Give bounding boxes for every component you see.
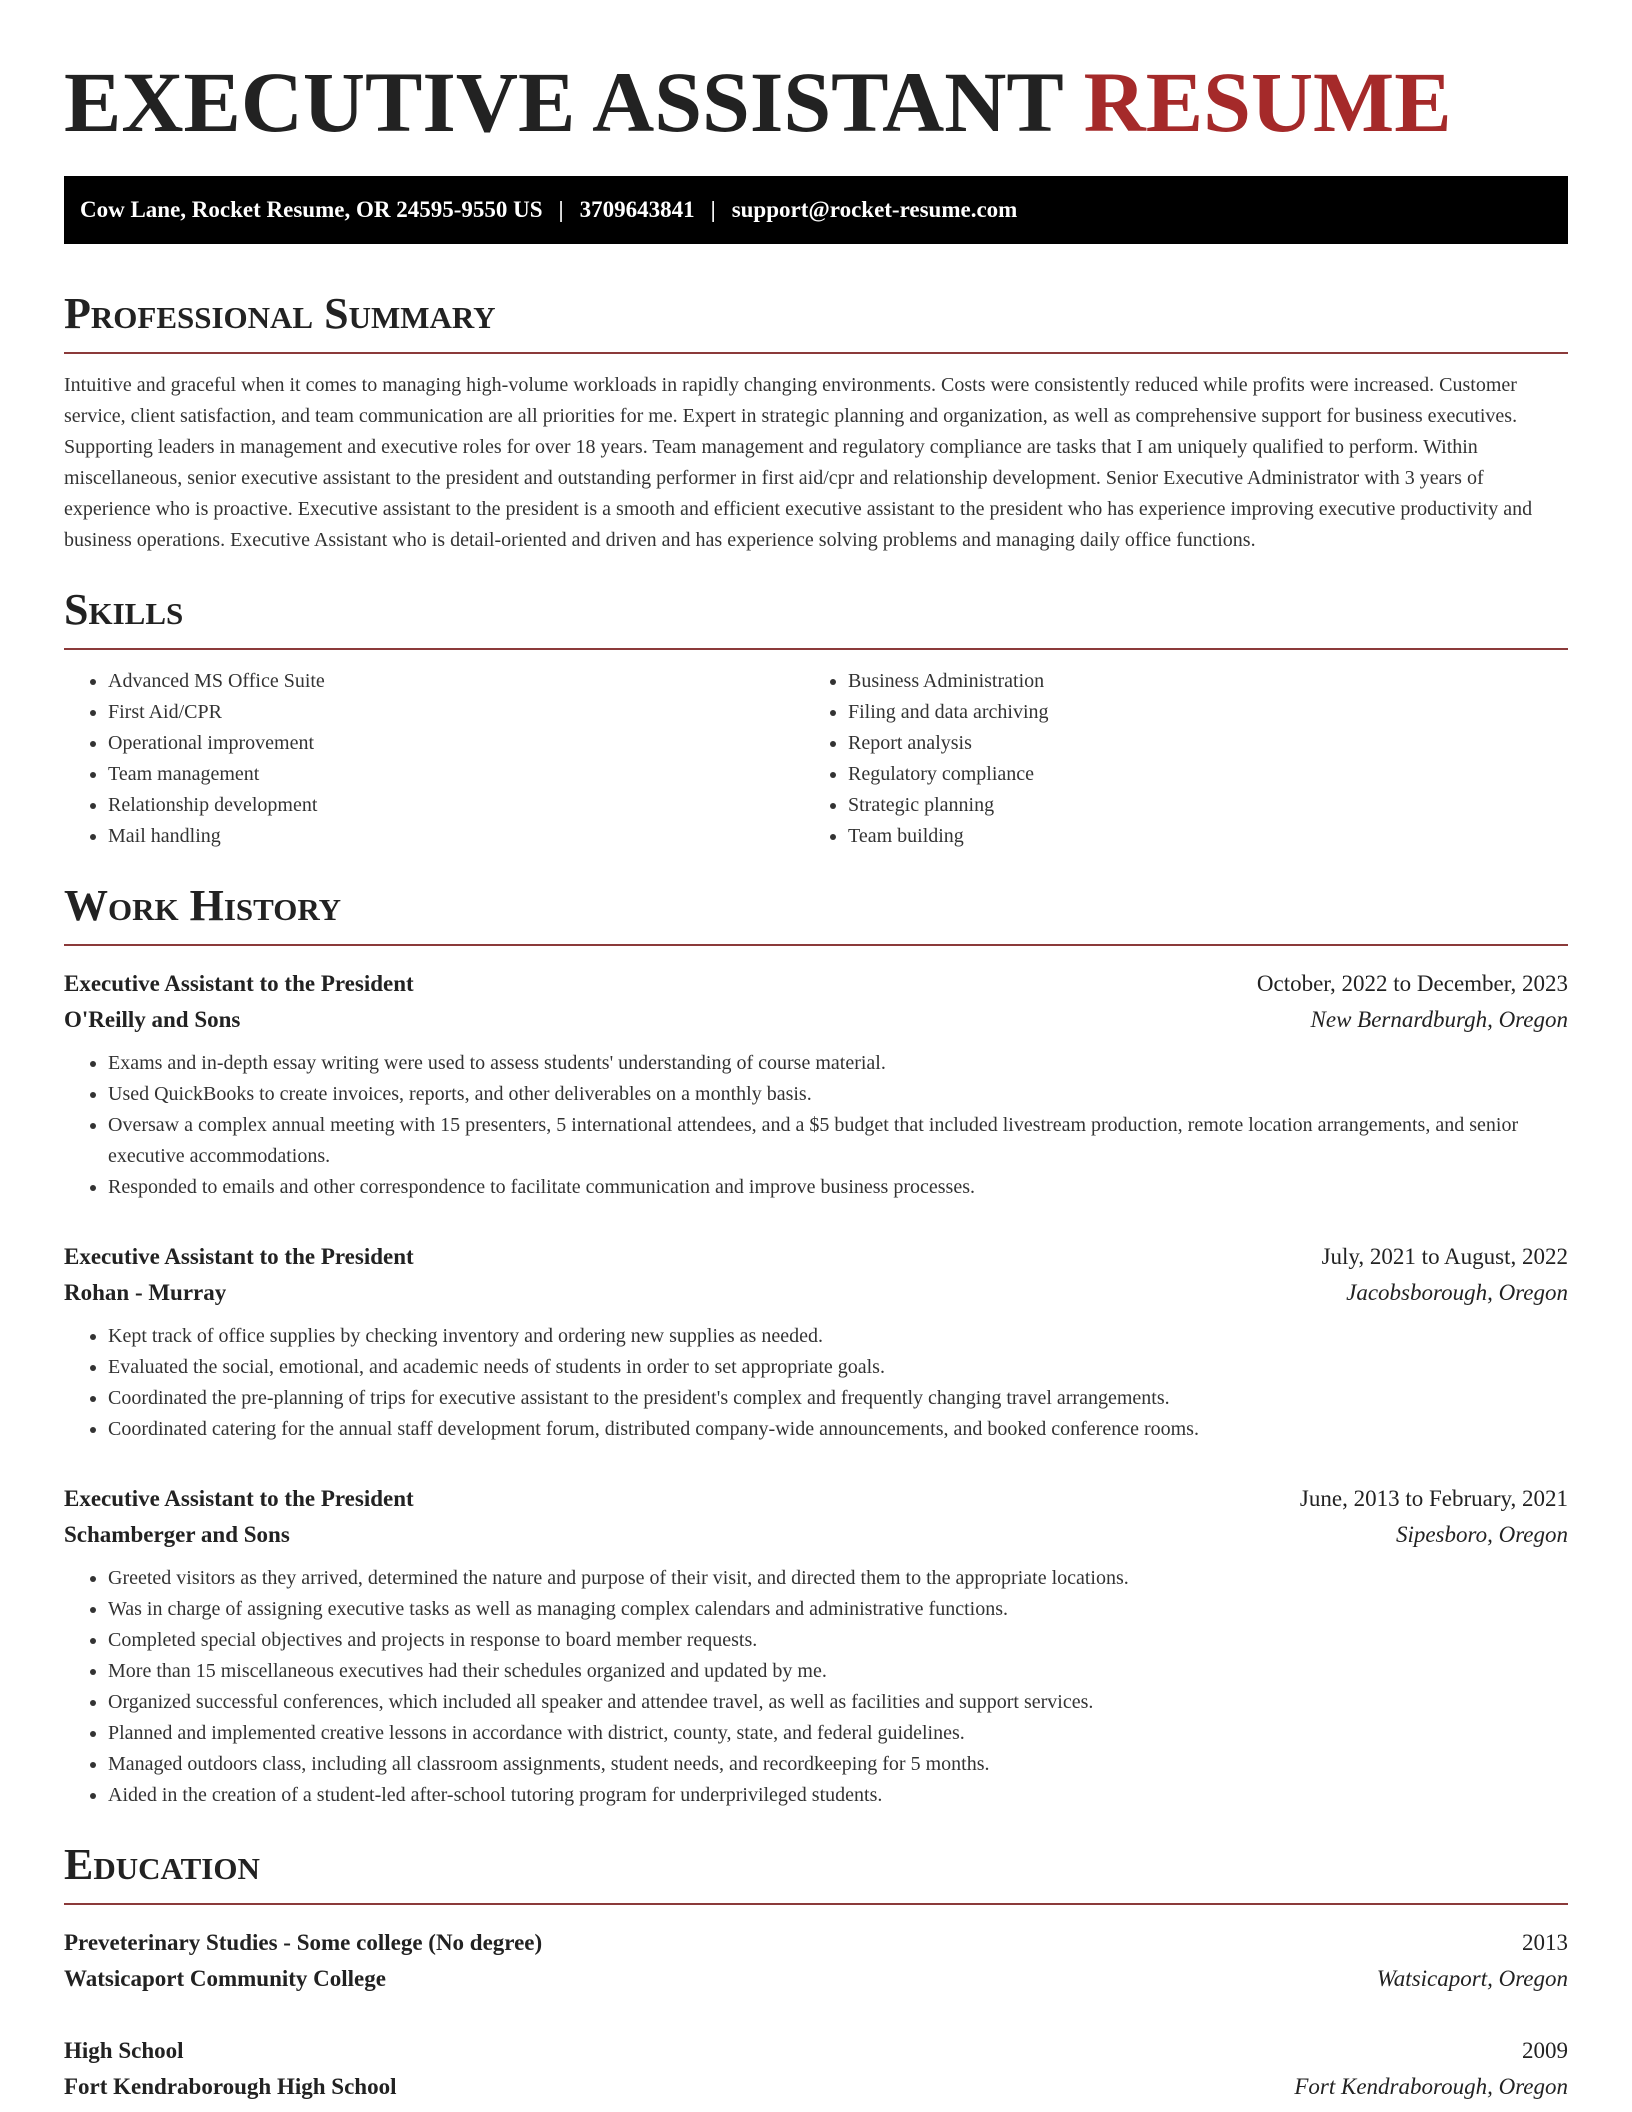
job-title: Executive Assistant to the President xyxy=(64,1244,414,1269)
education-location: Fort Kendraborough, Oregon xyxy=(1294,2074,1568,2099)
job-bullet: • Planned and implemented creative lessons in accordance with district, county, state, and federal guidelines. xyxy=(108,1718,1568,1749)
contact-separator: | xyxy=(558,197,564,222)
skill-item: • Advanced MS Office Suite xyxy=(108,666,804,697)
title-main: EXECUTIVE ASSISTANT xyxy=(64,54,1063,150)
job-bullet: • More than 15 miscellaneous executives had their schedules organized and updated by me. xyxy=(108,1656,1568,1687)
skill-item: • Relationship development xyxy=(108,790,804,821)
education-heading: Education xyxy=(64,1840,260,1889)
skills-heading: Skills xyxy=(64,585,184,634)
job-bullets xyxy=(64,1048,1568,1203)
job-entry xyxy=(64,966,1568,1203)
job-bullets xyxy=(64,1563,1568,1811)
job-company: O'Reilly and Sons xyxy=(64,1007,241,1032)
job-bullet: • Used QuickBooks to create invoices, reports, and other deliverables on a monthly basis. xyxy=(108,1079,1568,1110)
resume-title xyxy=(64,52,1568,152)
skill-item: • Business Administration xyxy=(848,666,1544,697)
skill-item: • Filing and data archiving xyxy=(848,697,1544,728)
skill-item: • Team building xyxy=(848,821,1544,852)
education-location: Watsicaport, Oregon xyxy=(1376,1966,1568,1991)
resume-page xyxy=(64,52,1568,2105)
section-divider xyxy=(64,648,1568,650)
job-dates: October, 2022 to December, 2023 xyxy=(1256,971,1568,996)
skills-column-left xyxy=(64,666,804,852)
education-school: Watsicaport Community College xyxy=(64,1966,386,1991)
contact-phone: 3709643841 xyxy=(579,197,695,222)
job-bullet: • Evaluated the social, emotional, and academic needs of students in order to set appropriate goals. xyxy=(108,1352,1568,1383)
contact-bar xyxy=(64,176,1568,244)
job-dates: June, 2013 to February, 2021 xyxy=(1299,1486,1568,1511)
skills-list xyxy=(64,666,1568,852)
skill-item: • Operational improvement xyxy=(108,728,804,759)
education-year: 2009 xyxy=(1522,2038,1568,2063)
job-location: Jacobsborough, Oregon xyxy=(1346,1280,1568,1305)
skill-item: • Strategic planning xyxy=(848,790,1544,821)
job-bullet: • Aided in the creation of a student-led after-school tutoring program for underprivileged students. xyxy=(108,1780,1568,1811)
skill-item: • Mail handling xyxy=(108,821,804,852)
summary-text: Intuitive and graceful when it comes to managing high-volume workloads in rapidly changing environments. Costs were consistently reduced while profits were increased. Customer service, client satisfaction, and team communication are all priorities for me. Expert in strategic planning and organization, as well as comprehensive support for business executives. Supporting leaders in management and executive roles for over 18 years. Team management and regulatory compliance are tasks that I am uniquely qualified to perform. Within miscellaneous, senior executive assistant to the president and outstanding performer in first aid/cpr and relationship development. Senior Executive Administrator with 3 years of experience who is proactive. Executive assistant to the president is a smooth and efficient executive assistant to the president who has experience improving executive productivity and business operations. Executive Assistant who is detail-oriented and driven and has experience solving problems and managing daily office functions. xyxy=(64,374,1533,551)
job-company: Schamberger and Sons xyxy=(64,1522,290,1547)
job-bullet: • Responded to emails and other correspondence to facilitate communication and improve business processes. xyxy=(108,1172,1568,1203)
job-bullet: • Managed outdoors class, including all classroom assignments, student needs, and recordkeeping for 5 months. xyxy=(108,1749,1568,1780)
summary-heading: Professional Summary xyxy=(64,289,496,338)
job-bullet: • Exams and in-depth essay writing were used to assess students' understanding of course material. xyxy=(108,1048,1568,1079)
skill-item: • Regulatory compliance xyxy=(848,759,1544,790)
skill-item: • Team management xyxy=(108,759,804,790)
contact-email: support@rocket-resume.com xyxy=(731,197,1018,222)
job-bullet: • Organized successful conferences, which included all speaker and attendee travel, as well as facilities and support services. xyxy=(108,1687,1568,1718)
contact-separator: | xyxy=(710,197,716,222)
education-degree: High School xyxy=(64,2038,184,2063)
job-title: Executive Assistant to the President xyxy=(64,1486,414,1511)
job-bullets xyxy=(64,1321,1568,1445)
education-entry xyxy=(64,1925,1568,1997)
job-company: Rohan - Murray xyxy=(64,1280,227,1305)
section-divider xyxy=(64,944,1568,946)
job-dates: July, 2021 to August, 2022 xyxy=(1321,1244,1568,1269)
education-year: 2013 xyxy=(1522,1930,1568,1955)
section-divider xyxy=(64,352,1568,354)
job-entry xyxy=(64,1239,1568,1445)
job-bullet: • Completed special objectives and projects in response to board member requests. xyxy=(108,1625,1568,1656)
contact-address: Cow Lane, Rocket Resume, OR 24595-9550 US xyxy=(80,197,543,222)
job-bullet: • Greeted visitors as they arrived, determined the nature and purpose of their visit, and directed them to the appropriate locations. xyxy=(108,1563,1568,1594)
job-bullet: • Kept track of office supplies by checking inventory and ordering new supplies as needed. xyxy=(108,1321,1568,1352)
job-location: Sipesboro, Oregon xyxy=(1395,1522,1568,1547)
education-school: Fort Kendraborough High School xyxy=(64,2074,397,2099)
education-degree: Preveterinary Studies - Some college (No degree) xyxy=(64,1930,543,1955)
education-entry xyxy=(64,2033,1568,2105)
section-divider xyxy=(64,1903,1568,1905)
job-entry xyxy=(64,1481,1568,1811)
job-bullet: • Oversaw a complex annual meeting with 15 presenters, 5 international attendees, and a $5 budget that included livestream production, remote location arrangements, and senior executive accommodations. xyxy=(108,1110,1568,1172)
job-title: Executive Assistant to the President xyxy=(64,971,414,996)
skills-column-right xyxy=(804,666,1544,852)
title-accent: RESUME xyxy=(1083,54,1452,150)
job-bullet: • Coordinated the pre-planning of trips for executive assistant to the president's complex and frequently changing travel arrangements. xyxy=(108,1383,1568,1414)
job-bullet: • Was in charge of assigning executive tasks as well as managing complex calendars and administrative functions. xyxy=(108,1594,1568,1625)
work-heading: Work History xyxy=(64,881,342,930)
job-bullet: • Coordinated catering for the annual staff development forum, distributed company-wide announcements, and booked conference rooms. xyxy=(108,1414,1568,1445)
skill-item: • Report analysis xyxy=(848,728,1544,759)
skill-item: • First Aid/CPR xyxy=(108,697,804,728)
job-location: New Bernardburgh, Oregon xyxy=(1310,1007,1568,1032)
